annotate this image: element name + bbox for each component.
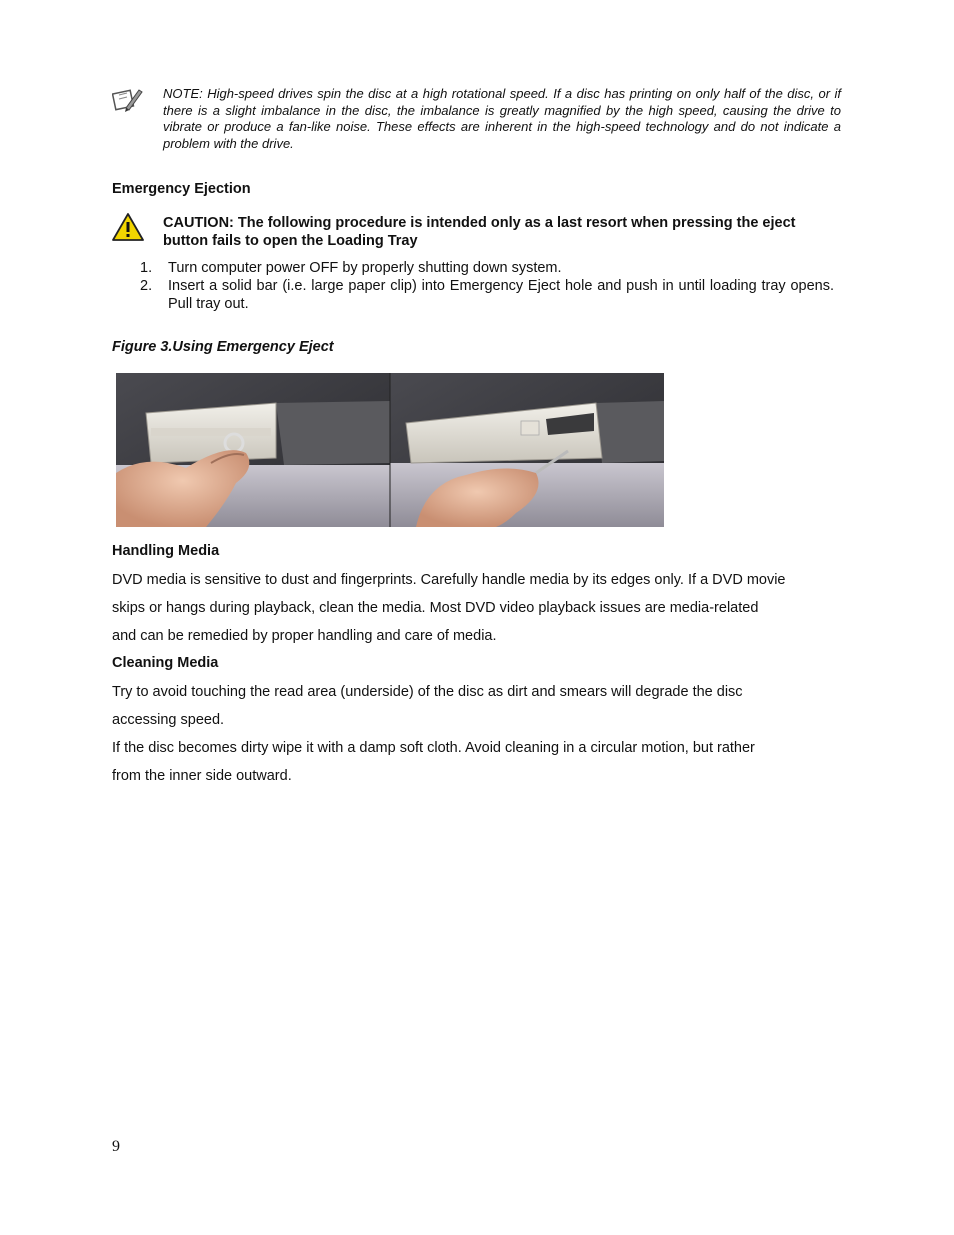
figure-caption: Figure 3.Using Emergency Eject	[112, 339, 334, 355]
section-heading-cleaning-media: Cleaning Media	[112, 655, 219, 671]
step-number: 2.	[140, 278, 153, 294]
emergency-eject-photo	[116, 373, 664, 527]
text-line: from the inner side outward.	[112, 768, 292, 784]
text-line: and can be remedied by proper handling and care of media.	[112, 628, 497, 644]
section-heading-emergency-ejection: Emergency Ejection	[112, 181, 251, 197]
note-text: NOTE: High-speed drives spin the disc at a high rotational speed. If a disc has printing on only half of the disc, or if there is a slight imbalance in the disc, the imbalance is greatly magnified by the high speed, causing the drive to vibrate or produce a fan-like noise. These effects are inherent in the high-speed technology and do not indicate a problem with the drive.	[163, 86, 841, 151]
warning-triangle-icon	[111, 212, 145, 242]
cleaning-media-paragraph	[112, 678, 836, 790]
text-line: If the disc becomes dirty wipe it with a damp soft cloth. Avoid cleaning in a circular motion, but rather	[112, 740, 755, 756]
step-text: Insert a solid bar (i.e. large paper clip) into Emergency Eject hole and push in until loading tray opens. Pull tray out.	[168, 278, 834, 312]
list-item	[112, 277, 834, 313]
text-line: Try to avoid touching the read area (underside) of the disc as dirt and smears will degrade the disc	[112, 684, 743, 700]
note-pencil-icon	[112, 86, 144, 114]
text-line: DVD media is sensitive to dust and fingerprints. Carefully handle media by its edges only. If a DVD movie	[112, 572, 786, 588]
step-number: 1.	[140, 260, 153, 276]
eject-steps-list	[112, 259, 834, 313]
page-number: 9	[112, 1138, 120, 1155]
section-heading-handling-media: Handling Media	[112, 543, 220, 559]
handling-media-paragraph	[112, 566, 836, 650]
step-text: Turn computer power OFF by properly shutting down system.	[168, 260, 562, 276]
caution-text: CAUTION: The following procedure is intended only as a last resort when pressing the eject button fails to open the Loading Tray	[163, 215, 796, 249]
text-line: skips or hangs during playback, clean the media. Most DVD video playback issues are media-related	[112, 600, 759, 616]
text-line: accessing speed.	[112, 712, 225, 728]
list-item	[112, 259, 834, 277]
